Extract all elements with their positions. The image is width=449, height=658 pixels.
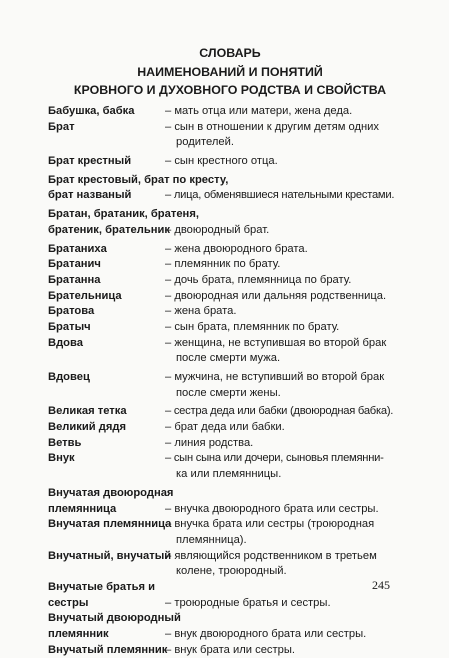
entry-definition: – внук брата или сестры. xyxy=(165,643,296,656)
entry-definition: – племянник по брату. xyxy=(165,258,281,271)
glossary-entry xyxy=(48,404,394,420)
entry-term: Внучатая двоюродная xyxy=(48,486,174,499)
entry-definition-continuation: ка или племянницы. xyxy=(176,468,282,481)
glossary-entry xyxy=(48,120,388,136)
entry-definition: – двоюродная или дальняя родственница. xyxy=(165,289,387,302)
glossary-entry xyxy=(48,304,388,320)
glossary-entry xyxy=(48,549,388,565)
glossary-entry xyxy=(48,517,388,533)
glossary-entry xyxy=(48,336,388,352)
entry-definition: – сын брата, племянник по брату. xyxy=(165,320,340,333)
glossary-entries xyxy=(48,104,395,658)
glossary-entry xyxy=(48,486,388,502)
entry-term: Братанич xyxy=(48,258,101,271)
entry-term: братеник, брательник xyxy=(48,223,171,236)
glossary-entry-continuation xyxy=(48,564,388,580)
entry-definition-continuation: колене, троюродный. xyxy=(176,565,287,578)
entry-term: Брат крестный xyxy=(48,155,132,168)
title-line: КРОВНОГО И ДУХОВНОГО РОДСТВА И СВОЙСТВА xyxy=(73,83,387,97)
glossary-entry-continuation xyxy=(48,386,388,402)
entry-definition: – лица, обменявшиеся нательными крестами. xyxy=(165,189,395,202)
entry-definition-continuation: после смерти жены. xyxy=(176,386,281,399)
entry-definition: – сестра деда или бабки (двоюродная бабка). xyxy=(165,405,394,418)
entry-definition: – жена двоюродного брата. xyxy=(165,242,308,255)
entry-term: племянник xyxy=(48,628,109,640)
entry-definition: – внук двоюродного брата или сестры. xyxy=(165,628,367,640)
entry-term: Брательница xyxy=(48,289,122,302)
entry-term: Бабушка, бабка xyxy=(48,105,135,117)
entry-definition: – внучка брата или сестры (троюродная xyxy=(165,518,375,531)
entry-term: сестры xyxy=(48,596,89,609)
glossary-entry xyxy=(48,502,388,518)
entry-definition: – сын крестного отца. xyxy=(165,155,278,168)
entry-definition-continuation: после смерти мужа. xyxy=(176,352,281,365)
glossary-entry xyxy=(48,370,388,386)
title-line: СЛОВАРЬ xyxy=(199,46,261,60)
title-line: НАИМЕНОВАНИЙ И ПОНЯТИЙ xyxy=(137,64,323,79)
entry-definition-continuation: родителей. xyxy=(176,136,234,149)
glossary-entry xyxy=(48,643,388,658)
entry-term: Братыч xyxy=(48,320,91,333)
glossary-entry xyxy=(48,627,388,643)
entry-term: Внук xyxy=(48,452,75,465)
glossary-entry xyxy=(48,289,388,305)
entry-definition: – линия родства. xyxy=(165,436,254,449)
glossary-entry xyxy=(48,223,388,239)
glossary-entry xyxy=(48,154,388,170)
glossary-entry xyxy=(48,257,388,273)
glossary-entry-continuation xyxy=(48,351,388,367)
entry-term: племянница xyxy=(48,502,117,515)
entry-definition-continuation: племянница). xyxy=(176,533,247,546)
entry-definition: – жена брата. xyxy=(165,305,237,318)
glossary-entry xyxy=(48,420,388,436)
entry-term: брат названый xyxy=(48,189,132,202)
entry-definition: – являющийся родственником в третьем xyxy=(165,549,377,562)
entry-term: Вдова xyxy=(48,336,83,349)
glossary-entry xyxy=(48,451,388,467)
glossary-entry xyxy=(48,580,388,596)
entry-term: Великая тетка xyxy=(48,405,127,418)
entry-term: Ветвь xyxy=(48,436,82,449)
entry-term: Братан, братаник, братеня, xyxy=(48,208,199,221)
entry-term: Великий дядя xyxy=(48,421,127,434)
entry-definition: – двоюродный брат. xyxy=(165,223,270,236)
entry-term: Брат xyxy=(48,120,75,133)
entry-definition: – внучка двоюродного брата или сестры. xyxy=(165,502,379,515)
glossary-entry-continuation xyxy=(48,533,388,549)
entry-term: Внучатый двоюродный xyxy=(48,612,181,625)
dictionary-title xyxy=(40,44,420,100)
entry-term: Брат крестовый, брат по кресту, xyxy=(48,173,229,186)
entry-term: Внучатые братья и xyxy=(48,580,155,593)
glossary-entry xyxy=(48,188,395,204)
entry-definition: – дочь брата, племянница по брату. xyxy=(165,273,352,286)
glossary-entry xyxy=(48,207,388,223)
entry-term: Братаниха xyxy=(48,242,107,255)
glossary-entry xyxy=(48,436,388,452)
glossary-entry-continuation xyxy=(48,135,388,151)
glossary-entry xyxy=(48,320,388,336)
entry-term: Внучатый племянник xyxy=(48,643,168,656)
page-number: 245 xyxy=(372,578,390,592)
glossary-entry xyxy=(48,104,388,120)
glossary-entry xyxy=(48,596,388,612)
entry-definition: – троюродные братья и сестры. xyxy=(165,596,331,609)
entry-definition: – брат деда или бабки. xyxy=(165,421,285,434)
entry-definition: – женщина, не вступившая во второй брак xyxy=(165,336,387,349)
entry-definition: – сын в отношении к другим детям одних xyxy=(165,120,380,133)
glossary-entry xyxy=(48,242,388,258)
glossary-entry xyxy=(48,273,388,289)
glossary-entry xyxy=(48,611,388,627)
entry-definition: – сын сына или дочери, сыновья племянни- xyxy=(165,452,384,465)
entry-definition: – мать отца или матери, жена деда. xyxy=(165,105,353,117)
glossary-entry xyxy=(48,173,388,189)
entry-term: Братанна xyxy=(48,273,101,286)
entry-term: Братова xyxy=(48,305,95,318)
entry-term: Вдовец xyxy=(48,371,90,383)
entry-term: Внучатая племянница xyxy=(48,518,172,531)
glossary-entry-continuation xyxy=(48,467,388,483)
entry-term: Внучатный, внучатый xyxy=(48,549,172,562)
entry-definition: – мужчина, не вступивший во второй брак xyxy=(165,371,385,383)
